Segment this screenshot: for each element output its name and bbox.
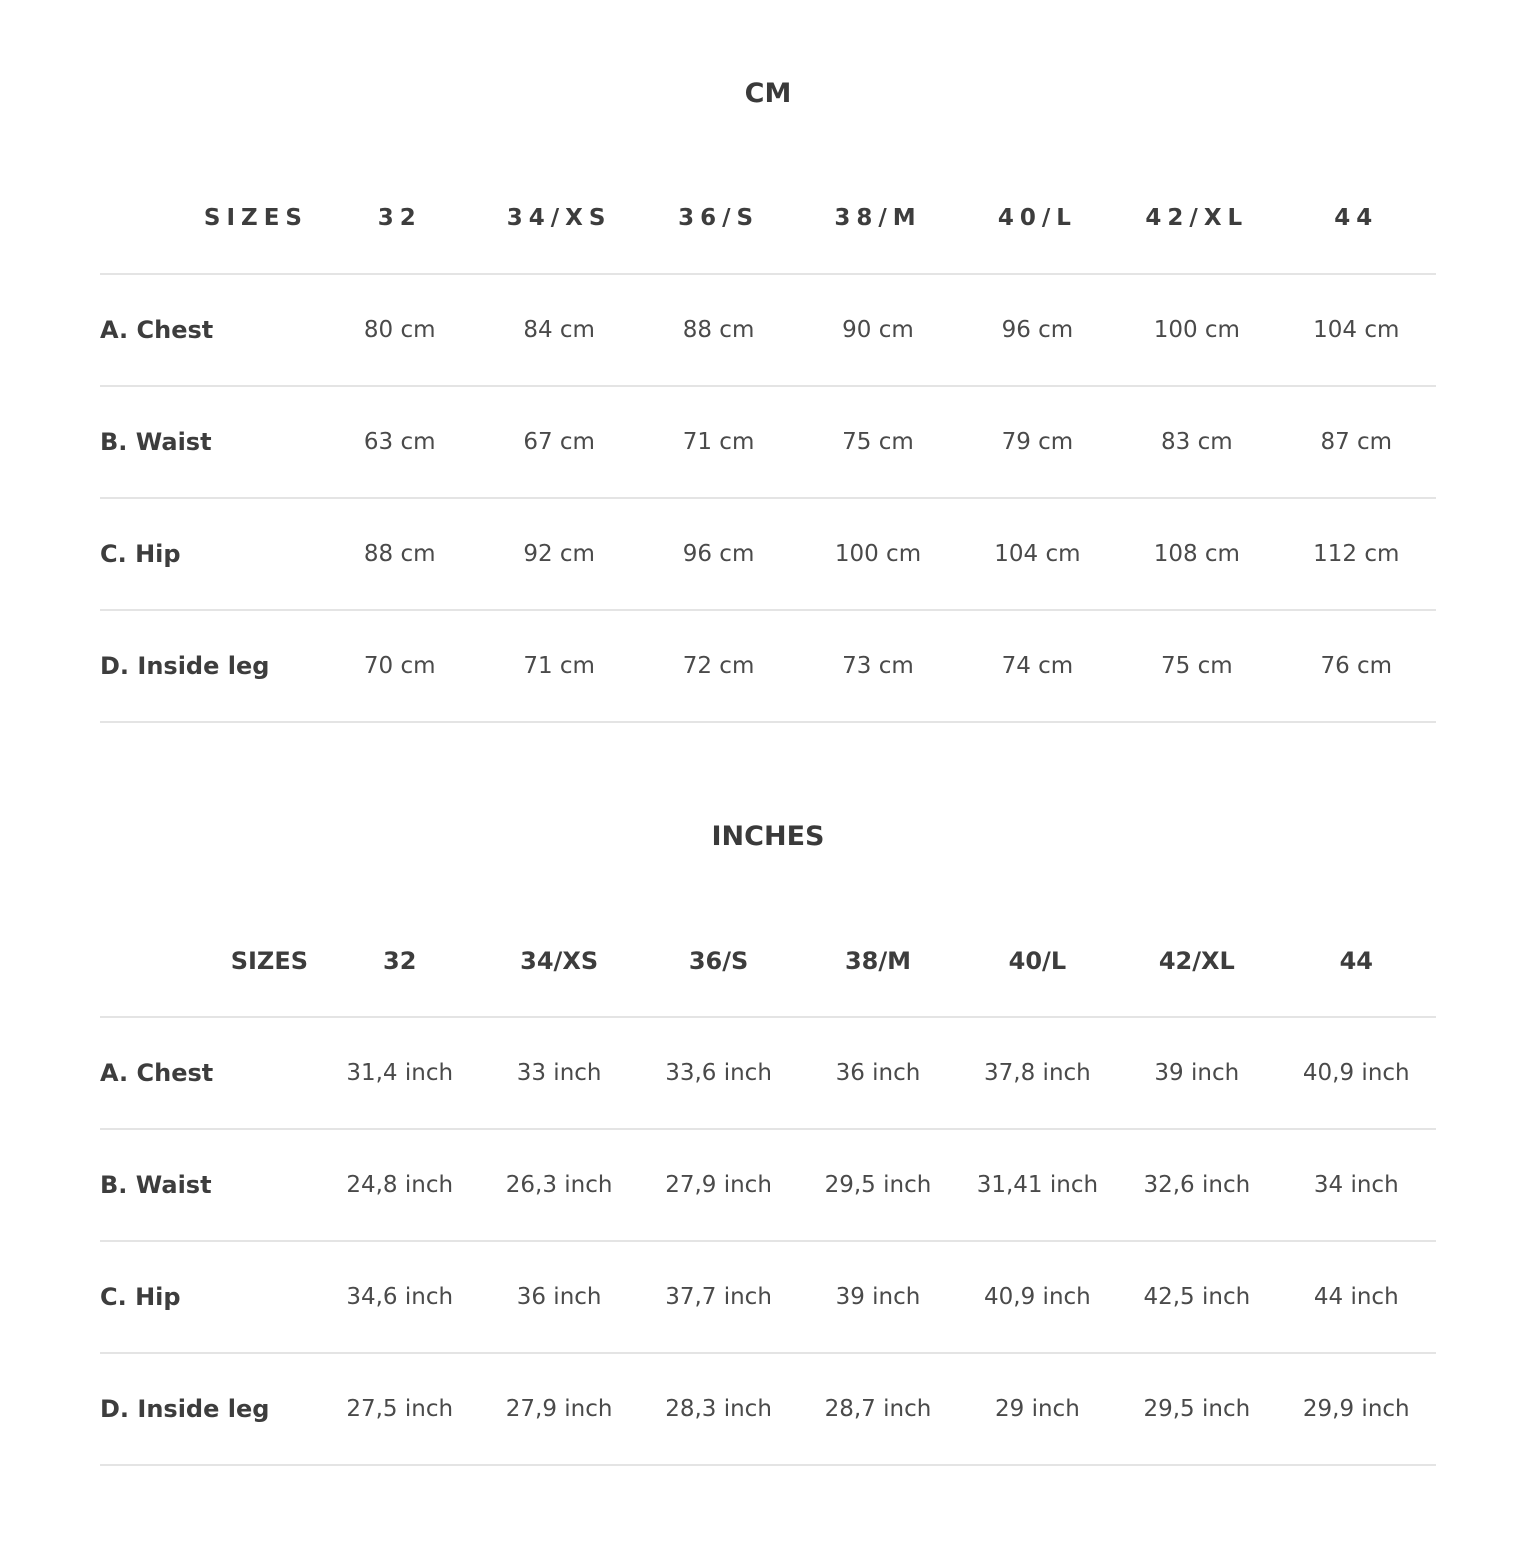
cm-sizes-header: SIZES (203, 204, 308, 231)
table-cell: 87 cm (1320, 429, 1393, 455)
table-cell: 31,41 inch (976, 1172, 1099, 1198)
table-row (100, 610, 1436, 722)
table-cell: 71 cm (682, 429, 755, 455)
table-cell: 63 cm (363, 429, 436, 455)
table-cell: 72 cm (682, 653, 755, 679)
cm-size-col: 36/S (678, 204, 760, 231)
table-cell: 34 inch (1313, 1172, 1399, 1198)
table-cell: 100 cm (834, 541, 922, 567)
table-cell: 70 cm (363, 653, 436, 679)
table-cell: 39 inch (835, 1284, 921, 1310)
table-cell: 71 cm (523, 653, 595, 679)
cm-title: CM (744, 78, 792, 109)
table-cell: 24,8 inch (346, 1172, 454, 1198)
table-cell: 88 cm (363, 541, 436, 567)
row-label-hip: C. Hip (100, 540, 181, 568)
table-cell: 39 inch (1154, 1060, 1240, 1086)
inches-size-table (100, 905, 1436, 1466)
table-cell: 37,8 inch (984, 1060, 1091, 1086)
table-cell: 75 cm (842, 429, 914, 455)
row-label-chest: A. Chest (100, 1059, 214, 1087)
table-cell: 33,6 inch (665, 1060, 772, 1086)
cm-header-row (100, 162, 1436, 274)
table-cell: 29 inch (995, 1396, 1080, 1422)
table-cell: 27,9 inch (505, 1396, 613, 1422)
row-label-inside-leg: D. Inside leg (100, 1395, 270, 1423)
table-cell: 76 cm (1320, 653, 1393, 679)
table-row (100, 1129, 1436, 1241)
table-row (100, 1353, 1436, 1465)
table-cell: 84 cm (523, 317, 595, 343)
cm-size-col: 32 (377, 204, 422, 231)
table-cell: 104 cm (1313, 317, 1400, 343)
row-label-hip: C. Hip (100, 1283, 181, 1311)
table-cell: 88 cm (682, 317, 755, 343)
table-cell: 83 cm (1161, 429, 1233, 455)
table-cell: 29,5 inch (824, 1172, 932, 1198)
cm-size-col: 34/XS (506, 204, 612, 231)
table-cell: 104 cm (994, 541, 1081, 567)
inches-sizes-header: SIZES (230, 946, 308, 975)
table-cell: 80 cm (363, 317, 436, 343)
table-cell: 74 cm (1001, 653, 1074, 679)
inches-size-col: 44 (1339, 946, 1373, 975)
table-cell: 28,3 inch (665, 1396, 772, 1422)
table-cell: 75 cm (1161, 653, 1233, 679)
table-row (100, 1241, 1436, 1353)
table-row (100, 498, 1436, 610)
inches-size-col: 38/M (844, 946, 911, 975)
cm-size-col: 42/XL (1145, 204, 1249, 231)
inches-title: INCHES (711, 821, 825, 852)
table-cell: 73 cm (842, 653, 914, 679)
table-cell: 27,5 inch (346, 1396, 454, 1422)
table-cell: 42,5 inch (1143, 1284, 1251, 1310)
table-cell: 79 cm (1001, 429, 1074, 455)
table-cell: 33 inch (516, 1060, 602, 1086)
inches-size-col: 36/S (688, 946, 749, 975)
table-cell: 28,7 inch (824, 1396, 932, 1422)
inches-size-col: 42/XL (1158, 946, 1235, 975)
table-cell: 44 inch (1313, 1284, 1399, 1310)
row-label-inside-leg: D. Inside leg (100, 652, 270, 680)
table-row (100, 1017, 1436, 1129)
cm-size-col: 44 (1334, 204, 1379, 231)
table-cell: 92 cm (523, 541, 595, 567)
table-cell: 96 cm (682, 541, 755, 567)
cm-size-col: 38/M (834, 204, 922, 231)
table-row (100, 386, 1436, 498)
table-cell: 31,4 inch (346, 1060, 454, 1086)
row-label-waist: B. Waist (100, 1171, 212, 1199)
table-cell: 27,9 inch (665, 1172, 772, 1198)
table-row (100, 274, 1436, 386)
row-label-chest: A. Chest (100, 316, 214, 344)
inches-size-col: 34/XS (520, 946, 599, 975)
table-cell: 90 cm (842, 317, 914, 343)
table-cell: 96 cm (1001, 317, 1074, 343)
cm-size-table (100, 162, 1436, 723)
table-cell: 36 inch (516, 1284, 602, 1310)
table-cell: 40,9 inch (1302, 1060, 1410, 1086)
table-cell: 26,3 inch (505, 1172, 613, 1198)
table-cell: 108 cm (1153, 541, 1240, 567)
inches-header-row (100, 905, 1436, 1017)
table-cell: 37,7 inch (665, 1284, 772, 1310)
inches-size-col: 32 (383, 946, 417, 975)
inches-size-col: 40/L (1008, 946, 1067, 975)
table-cell: 40,9 inch (984, 1284, 1091, 1310)
table-cell: 100 cm (1153, 317, 1240, 343)
cm-size-col: 40/L (997, 204, 1077, 231)
row-label-waist: B. Waist (100, 428, 212, 456)
table-cell: 34,6 inch (346, 1284, 454, 1310)
table-cell: 67 cm (523, 429, 595, 455)
table-cell: 29,5 inch (1143, 1396, 1251, 1422)
table-cell: 32,6 inch (1143, 1172, 1251, 1198)
table-cell: 29,9 inch (1302, 1396, 1410, 1422)
table-cell: 112 cm (1313, 541, 1400, 567)
table-cell: 36 inch (835, 1060, 921, 1086)
